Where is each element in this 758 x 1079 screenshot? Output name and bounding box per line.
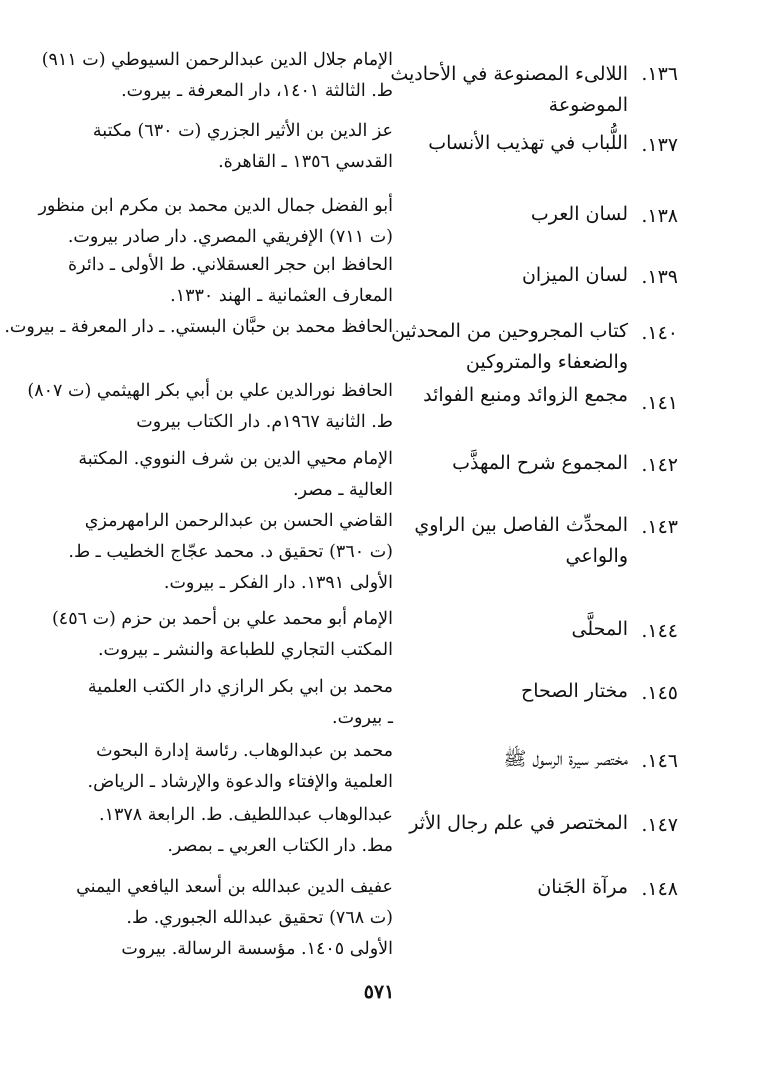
entry-source [4,312,393,343]
title-line: اللُّباب في تهذيب الأنساب [428,132,628,154]
entry-source [27,376,393,438]
entry-title [403,676,628,707]
title-line: والواعي [565,545,628,567]
title-line: المختصر في علم رجال الأثر [409,812,628,834]
source-line: مط. دار الكتاب العربي ـ بمصر. [167,836,393,856]
entry-title [403,872,628,903]
entry-source [48,604,393,666]
entry-number: ١٤٢. [641,454,678,476]
entry-number: ١٣٦. [641,63,678,85]
source-line: أبو الفضل جمال الدين محمد بن مكرم ابن منظور [38,196,393,216]
source-line: المعارف العثمانية ـ الهند ١٣٣٠. [170,286,393,306]
page-number: ٥٧١ [363,981,395,1003]
source-line: الأولى ١٣٩١. دار الفكر ـ بيروت. [163,573,393,593]
entry-source [48,250,393,312]
entry-source [41,45,393,107]
entry-title [391,316,628,378]
title-line: الموضوعة [548,94,628,116]
source-line: الإمام أبو محمد علي بن أحمد بن حزم (ت ٤٥٦) [51,609,393,629]
title-line: لسان الميزان [521,264,628,286]
entry-title [403,510,628,572]
entry-title [403,128,628,159]
source-line: ط. الثالثة ١٤٠١، دار المعرفة ـ بيروت. [121,81,393,101]
entry-source [48,736,393,798]
title-line: المحلَّى [571,618,628,640]
source-line: (ت ٣٦٠) تحقيق د. محمد عجّاج الخطيب ـ ط. [68,542,393,562]
source-line: القاضي الحسن بن عبدالرحمن الرامهرمزي [84,511,393,531]
entry-title [403,380,628,411]
source-line: الإمام جلال الدين عبدالرحمن السيوطي (ت ٩١١) [41,50,393,70]
title-line: المحدِّث الفاصل بين الراوي [414,514,628,536]
entry-title [403,199,628,230]
source-line: عفيف الدين عبدالله بن أسعد اليافعي اليمني [76,877,393,897]
source-line: محمد بن ابي بكر الرازي دار الكتب العلمية [87,677,393,697]
source-line: ـ بيروت. [332,708,393,728]
entry-source [38,191,393,253]
entry-source [48,872,393,965]
source-line: محمد بن عبدالوهاب. رئاسة إدارة البحوث [96,741,393,761]
entry-number: ١٤٨. [641,878,678,900]
title-line: كتاب المجروحين من المحدثين [391,320,628,342]
title-line: اللالىء المصنوعة في الأحاديث [390,63,628,85]
entry-number: ١٤٣. [641,516,678,538]
source-line: الحافظ نورالدين علي بن أبي بكر الهيثمي (ت ٨٠٧) [27,381,393,401]
entry-title [403,808,628,839]
source-line: الحافظ ابن حجر العسقلاني. ط الأولى ـ دائرة [68,255,393,275]
entry-title [390,59,628,121]
entry-number: ١٤٤. [641,620,678,642]
entry-source [48,506,393,599]
entry-number: ١٤٧. [641,814,678,836]
source-line: العلمية والإفتاء والدعوة والإرشاد ـ الرياض. [87,772,393,792]
entry-title [403,614,628,645]
source-line: (ت ٧١١) الإفريقي المصري. دار صادر بيروت. [67,227,393,247]
title-line: لسان العرب [530,203,628,225]
source-line: ط. الثانية ١٩٦٧م. دار الكتاب بيروت [136,412,393,432]
entry-title [403,448,628,479]
entry-title [403,744,628,775]
source-line: عبدالوهاب عبداللطيف. ط. الرابعة ١٣٧٨. [99,805,393,825]
entry-number: ١٣٩. [641,266,678,288]
source-line: القدسي ١٣٥٦ ـ القاهرة. [218,152,393,172]
entry-source [48,116,393,178]
entry-title [403,260,628,291]
entry-source [48,444,393,506]
entry-number: ١٣٧. [641,134,678,156]
entry-source [48,672,393,734]
source-line: المكتب التجاري للطباعة والنشر ـ بيروت. [97,640,393,660]
entry-source [48,800,393,862]
title-line: والضعفاء والمتروكين [465,351,628,373]
entry-number: ١٤١. [641,392,678,414]
source-line: عز الدين بن الأثير الجزري (ت ٦٣٠) مكتبة [92,121,393,141]
title-line: مجمع الزوائد ومنبع الفوائد [423,384,628,406]
source-line: الإمام محيي الدين بن شرف النووي. المكتبة [78,449,393,469]
source-line: الحافظ محمد بن حبَّان البستي. ـ دار المعرفة ـ بيروت. [4,317,393,337]
source-line: الأولى ١٤٠٥. مؤسسة الرسالة. بيروت [121,939,393,959]
entry-number: ١٤٠. [641,322,678,344]
entry-number: ١٤٦. [641,750,678,772]
title-line: المجموع شرح المهذَّب [452,452,628,474]
source-line: (ت ٧٦٨) تحقيق عبدالله الجبوري. ط. [126,908,393,928]
source-line: العالية ـ مصر. [293,480,393,500]
title-line: مرآة الجَنان [537,876,628,898]
title-line: مختار الصحاح [520,680,628,702]
entry-number: ١٣٨. [641,205,678,227]
title-line: مختصر سيرة الرسول ﷺ [503,748,628,770]
entry-number: ١٤٥. [641,682,678,704]
